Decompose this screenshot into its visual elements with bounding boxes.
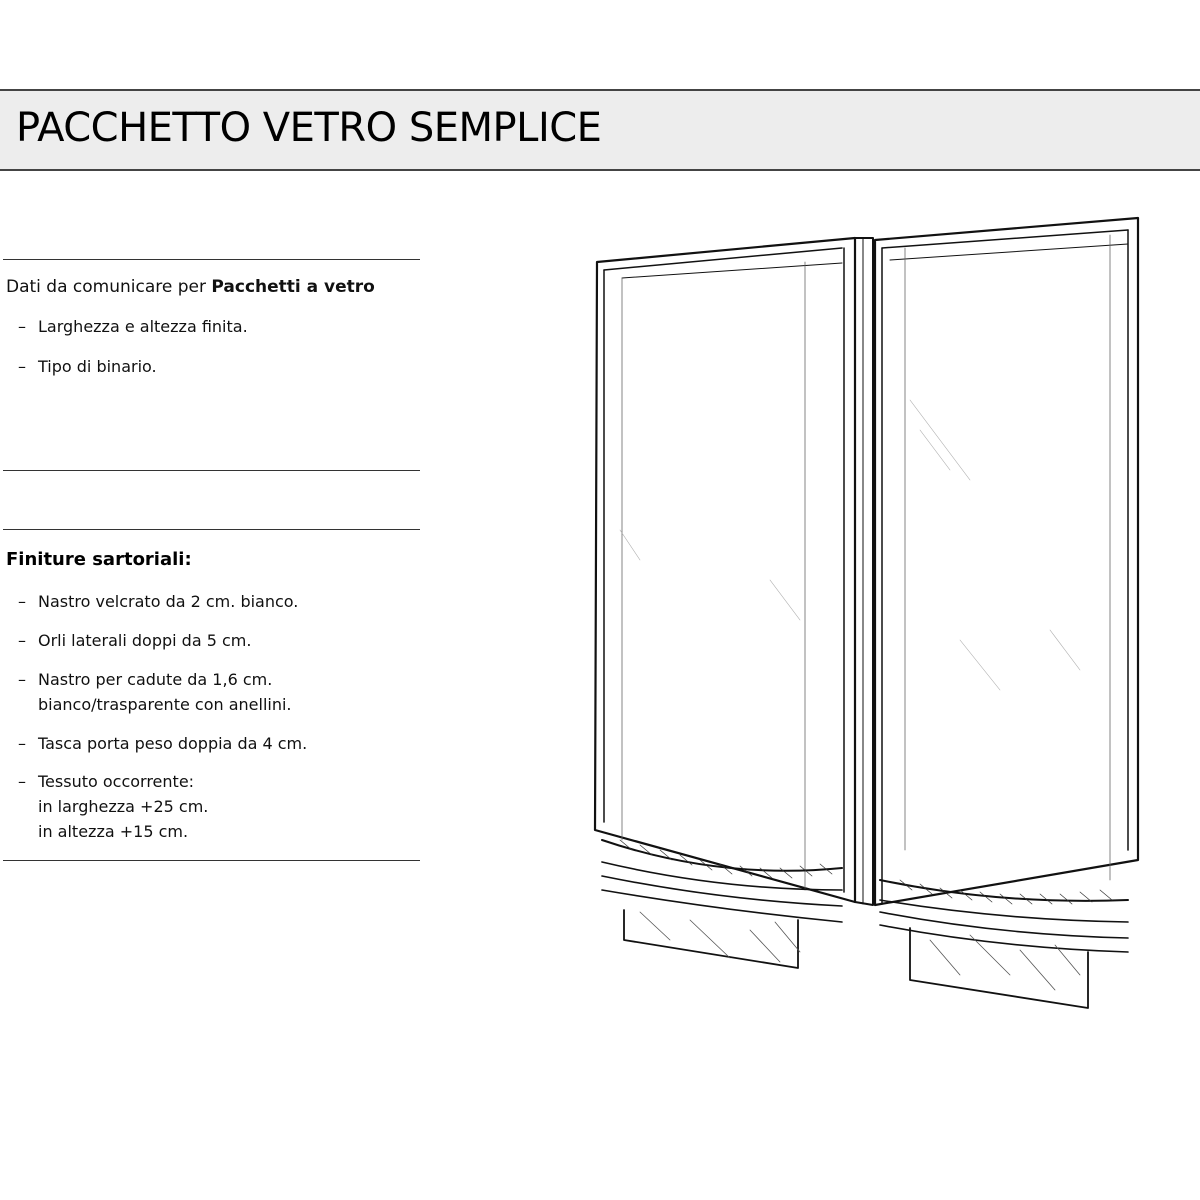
list-item: – Tasca porta peso doppia da 4 cm. xyxy=(18,731,307,756)
dash-bullet: – xyxy=(18,317,26,336)
list-item: – Tessuto occorrente: in larghezza +25 cm. in altezza +15 cm. xyxy=(18,769,208,844)
list-item: – Tipo di binario. xyxy=(18,354,157,379)
dash-bullet: – xyxy=(18,592,26,611)
list-item: – Larghezza e altezza finita. xyxy=(18,314,248,339)
divider xyxy=(3,470,420,471)
dash-bullet: – xyxy=(18,670,26,689)
dash-bullet: – xyxy=(18,772,26,791)
divider xyxy=(3,259,420,260)
list-item: – Orli laterali doppi da 5 cm. xyxy=(18,628,251,653)
door-curtain-illustration xyxy=(580,200,1180,1080)
dash-bullet: – xyxy=(18,357,26,376)
title-band xyxy=(0,89,1200,171)
list-item: – Nastro per cadute da 1,6 cm. bianco/trasparente con anellini. xyxy=(18,667,292,717)
intro-bold: Pacchetti a vetro xyxy=(211,277,375,297)
page-title: PACCHETTO VETRO SEMPLICE xyxy=(16,105,602,151)
list-item: – Nastro velcrato da 2 cm. bianco. xyxy=(18,589,298,614)
dash-bullet: – xyxy=(18,631,26,650)
intro-line xyxy=(6,274,375,300)
section-heading: Finiture sartoriali: xyxy=(6,549,192,570)
divider xyxy=(3,529,420,530)
dash-bullet: – xyxy=(18,734,26,753)
intro-text: Dati da comunicare per xyxy=(6,277,212,297)
divider xyxy=(3,860,420,861)
